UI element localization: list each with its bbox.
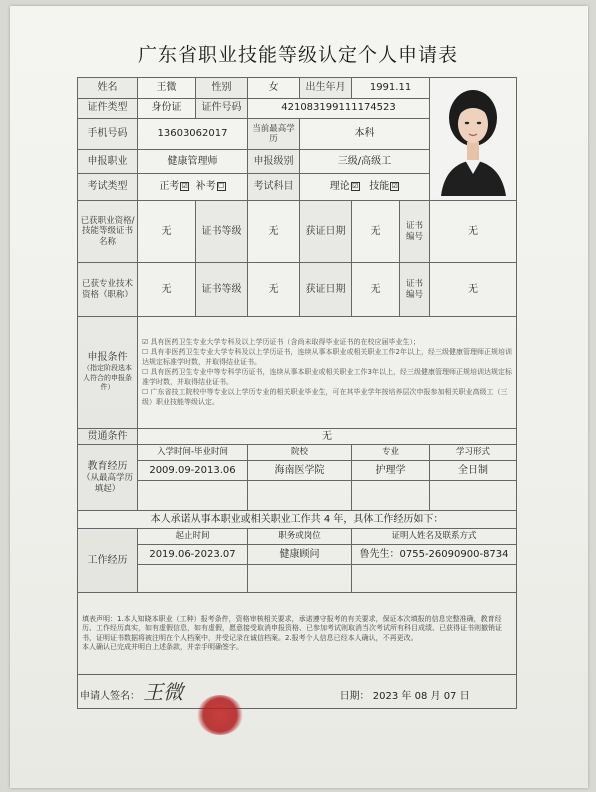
education-value: 本科 — [300, 119, 430, 150]
cert-level-label: 证书等级 — [196, 201, 248, 263]
edu-history-label-cell — [78, 445, 138, 511]
date-year-unit: 年 — [401, 690, 412, 702]
theory-label: 理论 — [329, 181, 350, 193]
id-no-label: 证件号码 — [196, 98, 248, 119]
portrait-image — [431, 78, 516, 196]
cert-pro-level-value: 无 — [248, 263, 300, 317]
condition-item[interactable]: ☑ 具有医药卫生专业大学专科及以上学历证书（含尚未取得毕业证书的在校应届毕业生）； — [142, 337, 420, 346]
level-label: 申报级别 — [248, 149, 300, 174]
application-form-table — [77, 77, 517, 709]
work-unit-value: 健康顾问 — [248, 545, 352, 565]
cert-no-label: 证书编号 — [400, 201, 430, 263]
date-month-unit: 月 — [430, 690, 441, 702]
condition-item[interactable]: ☐ 具有医药卫生专业中等专科学历证书，连续从事本职业或相关职业工作3年以上，经三级健康管理师正规培训达规定标准学时数，并取得结业证书。 — [142, 368, 512, 386]
applicant-photo — [430, 78, 517, 201]
cert-no-value: 无 — [430, 201, 517, 263]
occupation-value: 健康管理师 — [138, 149, 248, 174]
conditions-label-cell — [78, 317, 138, 429]
education-label: 当前最高学历 — [248, 119, 300, 150]
phone-value: 13603062017 — [138, 119, 248, 150]
exam-subject-value — [300, 174, 430, 201]
signature-row — [78, 675, 517, 709]
work-empty-3 — [352, 565, 517, 593]
exam-normal-checkbox-icon[interactable]: ☑ — [181, 181, 188, 190]
red-fingerprint-stamp — [197, 695, 243, 735]
major-value: 护理学 — [352, 461, 430, 481]
birth-label: 出生年月 — [300, 78, 352, 99]
conditions-list — [138, 317, 517, 429]
date-day: 07 — [443, 690, 457, 702]
cert-pro-no-label: 证书编号 — [400, 263, 430, 317]
id-type-value: 身份证 — [138, 98, 196, 119]
exam-subject-label: 考试科目 — [248, 174, 300, 201]
date-year: 2023 — [372, 690, 399, 702]
edu-time-header: 入学时间-毕业时间 — [138, 445, 248, 461]
declaration-cell — [78, 593, 517, 675]
date-month: 08 — [414, 690, 428, 702]
exam-normal-label: 正考 — [159, 181, 180, 193]
through-label: 贯通条件 — [78, 429, 138, 445]
cert-date-label: 获证日期 — [300, 201, 352, 263]
exam-type-value — [138, 174, 248, 201]
cert-pro-date-label: 获证日期 — [300, 263, 352, 317]
cert-pro-level-label: 证书等级 — [196, 263, 248, 317]
major-header: 专业 — [352, 445, 430, 461]
edu-time-value: 2009.09-2013.06 — [138, 461, 248, 481]
edu-empty-2 — [248, 481, 352, 511]
gender-label: 性别 — [196, 78, 248, 99]
edu-history-label: 教育经历 — [87, 461, 128, 473]
gender-value: 女 — [248, 78, 300, 99]
skill-label: 技能 — [369, 181, 390, 193]
work-time-header: 起止时间 — [138, 529, 248, 545]
phone-label: 手机号码 — [78, 119, 138, 150]
witness-header: 证明人姓名及联系方式 — [352, 529, 517, 545]
level-value: 三级/高级工 — [300, 149, 430, 174]
study-mode-value: 全日制 — [430, 461, 517, 481]
edu-empty-3 — [352, 481, 430, 511]
signature-label: 申请人签名： — [80, 690, 140, 702]
exam-makeup-label: 补考 — [195, 181, 216, 193]
work-commitment: 本人承诺从事本职业或相关职业工作共 4 年，具体工作经历如下： — [78, 511, 517, 529]
work-empty-1 — [138, 565, 248, 593]
work-empty-2 — [248, 565, 352, 593]
id-no-value: 421083199111174523 — [248, 98, 430, 119]
declaration-text: 填表声明：1.本人知晓本职业（工种）报考条件，资格审核相关要求，承诺遵守报考的有关要求，保证本次填报的信息完整准确，教育经历、工作经历真实，如有虚假信息，如有虚假，愿意接受取消申报资格、已参加考试则取消当次考试所有科目成绩、已获得证书则撤销证书，证明证书数据将被注明在个人档案中，并受记录在诚信档案。2.报考个人信息已经本人确认，不再更改。 — [82, 614, 502, 642]
cert-occ-label: 已获职业资格/技能等级证书名称 — [78, 201, 138, 263]
edu-history-note: （从最高学历填起） — [81, 473, 133, 494]
declaration-confirm: 本人确认已完成并明白上述条款，并亲手明确签字。 — [82, 642, 243, 651]
cert-date-value: 无 — [352, 201, 400, 263]
occupation-label: 申报职业 — [78, 149, 138, 174]
work-history-label: 工作经历 — [78, 529, 138, 593]
theory-checkbox-icon[interactable]: ☑ — [352, 181, 359, 190]
study-mode-header: 学习形式 — [430, 445, 517, 461]
edu-empty-1 — [138, 481, 248, 511]
work-time-value: 2019.06-2023.07 — [138, 545, 248, 565]
conditions-note: （指定阶段选本人符合的申报条件） — [83, 364, 132, 392]
edu-empty-4 — [430, 481, 517, 511]
conditions-label: 申报条件 — [87, 352, 128, 364]
cert-occ-value: 无 — [138, 201, 196, 263]
cert-pro-value: 无 — [138, 263, 196, 317]
id-type-label: 证件类型 — [78, 98, 138, 119]
cert-pro-date-value: 无 — [352, 263, 400, 317]
signature-handwriting[interactable]: 王微 — [143, 679, 184, 704]
work-unit-header: 职务或岗位 — [248, 529, 352, 545]
form-title: 广东省职业技能等级认定个人申请表 — [137, 44, 458, 66]
condition-item[interactable]: ☐ 广东省技工院校中等专业以上学历专业的相关职业毕业生，可在其毕业学年按培养层次申报参加相关职业高级工（三级）职业技能等级认定。 — [142, 388, 508, 406]
skill-checkbox-icon[interactable]: ☑ — [391, 181, 398, 190]
exam-type-label: 考试类型 — [78, 174, 138, 201]
condition-item[interactable]: ☐ 具有非医药卫生专业大学专科及以上学历证书，连续从事本职业或相关职业工作2年以上，经三级健康管理师正规培训达规定标准学时数，并取得结业证书。 — [142, 348, 512, 366]
cert-pro-no-value: 无 — [430, 263, 517, 317]
witness-value: 鲁先生：0755-26090900-8734 — [352, 545, 517, 565]
school-header: 院校 — [248, 445, 352, 461]
school-value: 海南医学院 — [248, 461, 352, 481]
birth-value: 1991.11 — [352, 78, 430, 99]
date-day-unit: 日 — [459, 690, 470, 702]
name-value: 王微 — [138, 78, 196, 99]
exam-makeup-checkbox-icon[interactable]: ☐ — [218, 181, 225, 190]
through-value: 无 — [138, 429, 517, 445]
cert-pro-label: 已获专业技术资格（职称） — [78, 263, 138, 317]
cert-level-value: 无 — [248, 201, 300, 263]
name-label: 姓名 — [78, 78, 138, 99]
date-label: 日期： — [339, 690, 370, 702]
